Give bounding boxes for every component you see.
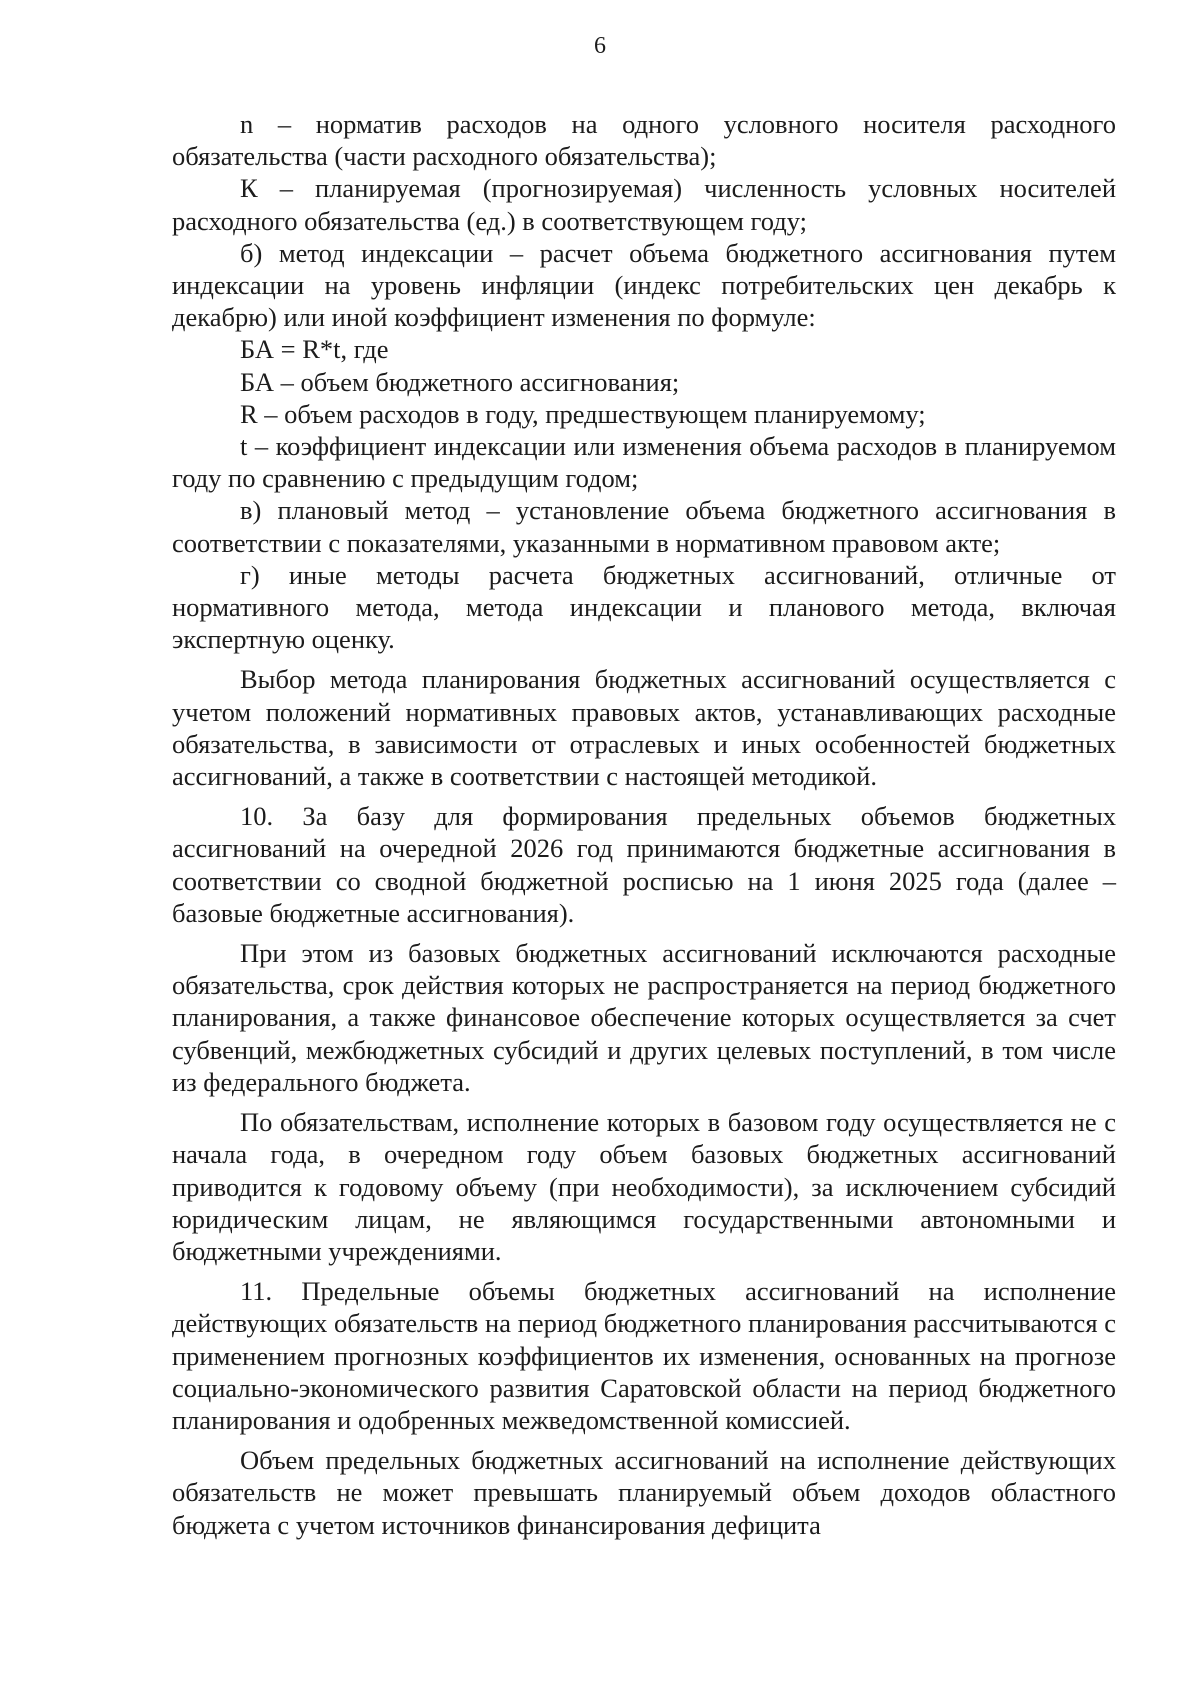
paragraph-n-definition: n – норматив расходов на одного условного носителя расходного обязательства (части расходного обязательства); bbox=[172, 109, 1116, 172]
paragraph-item-10: 10. За базу для формирования предельных объемов бюджетных ассигнований на очередной 2026 год принимаются бюджетные ассигнования в соответствии со сводной бюджетной росписью на 1 июня 2025 года (далее – базовые бюджетные ассигнования). bbox=[172, 801, 1116, 928]
paragraph-annual-volume: По обязательствам, исполнение которых в базовом году осуществляется не с начала года, в очередном году объем базовых бюджетных ассигнований приводится к годовому объему (при необходимости), за исключением субсидий юридическим лицам, не являющимся государственными автономными и бюджетными учреждениями. bbox=[172, 1107, 1116, 1266]
formula-line: БА = R*t, где bbox=[240, 334, 389, 365]
paragraph-k-definition: К – планируемая (прогнозируемая) численность условных носителей расходного обязательства (ед.) в соответствующем году; bbox=[172, 173, 1116, 236]
paragraph-t-definition: t – коэффициент индексации или изменения объема расходов в планируемом году по сравнению с предыдущим годом; bbox=[172, 431, 1116, 494]
document-body bbox=[172, 108, 1116, 1541]
paragraph-planning-method: в) плановый метод – установление объема бюджетного ассигнования в соответствии с показателями, указанными в нормативном правовом акте; bbox=[172, 495, 1116, 558]
paragraph-item-11: 11. Предельные объемы бюджетных ассигнований на исполнение действующих обязательств на период бюджетного планирования рассчитываются с применением прогнозных коэффициентов их изменения, основанных на прогнозе социально-экономического развития Саратовской области на период бюджетного планирования и одобренных межведомственной комиссией. bbox=[172, 1276, 1116, 1435]
paragraph-r-definition: R – объем расходов в году, предшествующем планируемому; bbox=[240, 398, 926, 429]
paragraph-indexation-method: б) метод индексации – расчет объема бюджетного ассигнования путем индексации на уровень инфляции (индекс потребительских цен декабрь к декабрю) или иной коэффициент изменения по формуле: bbox=[172, 237, 1116, 333]
paragraph-exclusions: При этом из базовых бюджетных ассигнований исключаются расходные обязательства, срок действия которых не распространяется на период бюджетного планирования, а также финансовое обеспечение которых осуществляется за счет субвенций, межбюджетных субсидий и других целевых поступлений, в том числе из федерального бюджета. bbox=[172, 938, 1116, 1097]
paragraph-volume-limit: Объем предельных бюджетных ассигнований на исполнение действующих обязательств не может превышать планируемый объем доходов областного бюджета с учетом источников финансирования дефицита bbox=[172, 1445, 1116, 1540]
paragraph-other-methods: г) иные методы расчета бюджетных ассигнований, отличные от нормативного метода, метода индексации и планового метода, включая экспертную оценку. bbox=[172, 559, 1116, 655]
page-number: 6 bbox=[594, 33, 606, 59]
paragraph-ba-definition: БА – объем бюджетного ассигнования; bbox=[240, 366, 680, 397]
paragraph-method-choice: Выбор метода планирования бюджетных ассигнований осуществляется с учетом положений нормативных правовых актов, устанавливающих расходные обязательства, в зависимости от отраслевых и иных особенностей бюджетных ассигнований, а также в соответствии с настоящей методикой. bbox=[172, 664, 1116, 792]
